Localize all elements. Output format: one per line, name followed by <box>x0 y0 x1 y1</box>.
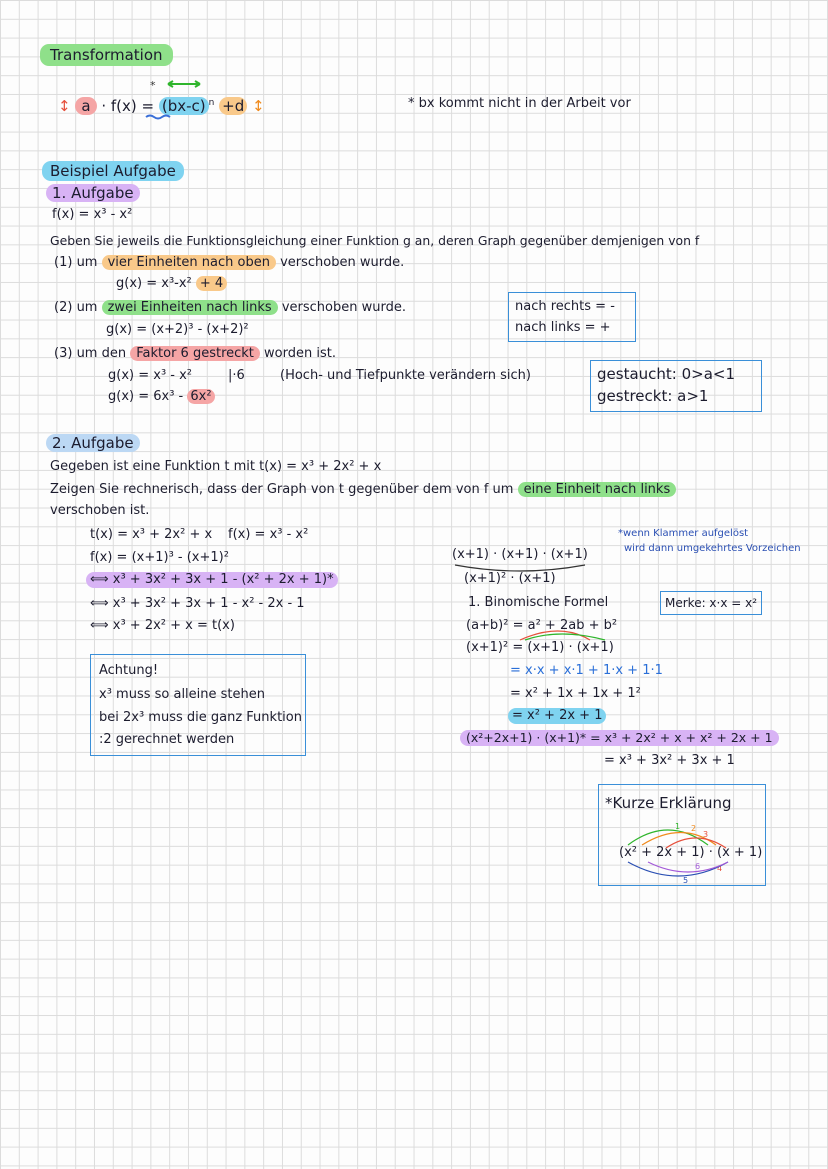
example-heading: Beispiel Aufgabe <box>42 161 184 181</box>
task1-part3: (3) um den Faktor 6 gestreckt worden ist. <box>54 346 336 361</box>
task1-prompt: Geben Sie jeweils die Funktionsgleichung einer Funktion g an, deren Graph gegenüber demjenigen von f <box>50 233 700 248</box>
transform-note: * bx kommt nicht in der Arbeit vor <box>408 96 631 111</box>
brace-arc <box>455 565 585 571</box>
term-fx: f(x) = <box>110 97 155 115</box>
right-line3: 1. Binomische Formel <box>468 595 609 610</box>
task1-part1: (1) um vier Einheiten nach oben verschoben wurde. <box>54 255 405 270</box>
shift-rule-box: nach rechts = - nach links = + <box>508 292 636 342</box>
task1-function: f(x) = x³ - x² <box>52 207 133 222</box>
task1-part3-note: (Hoch- und Tiefpunkte verändern sich) <box>280 368 531 383</box>
vertical-arrow-icon: ↕ <box>252 97 265 115</box>
right-line6: = x·x + x·1 + 1·x + 1·1 <box>510 663 663 678</box>
kurz-num: 3 <box>703 830 709 839</box>
kurz-arc <box>648 862 728 872</box>
task1-part3-mult: |·6 <box>228 368 245 383</box>
term-bracket: (bx-c) <box>159 97 209 115</box>
task2-line5: ⟺ x³ + 2x² + x = t(x) <box>90 618 235 633</box>
multiply-arc <box>525 634 605 640</box>
kurz-arc <box>666 838 726 848</box>
task1-label: 1. Aufgabe <box>46 184 140 202</box>
kurz-num: 6 <box>695 862 701 871</box>
kurz-num: 5 <box>683 876 689 885</box>
right-line5: (x+1)² = (x+1) · (x+1) <box>466 640 614 655</box>
task2-show-end: verschoben ist. <box>50 503 150 518</box>
right-line7: = x² + 1x + 1x + 1² <box>510 686 641 701</box>
star-note-1: *wenn Klammer aufgelöst <box>618 528 749 539</box>
star-note-2: wird dann umgekehrtes Vorzeichen <box>624 543 801 554</box>
right-line1: (x+1) · (x+1) · (x+1) <box>452 547 588 562</box>
task2-given: Gegeben ist eine Funktion t mit t(x) = x³ + 2x² + x <box>50 459 382 474</box>
task2-show: Zeigen Sie rechnerisch, dass der Graph von t gegenüber dem von f um eine Einheit nach links <box>50 482 676 498</box>
task1-part3-eq2: g(x) = 6x³ - 6x² <box>108 389 215 405</box>
vertical-arrow-icon: ↕ <box>58 97 71 115</box>
task2-line1b: f(x) = x³ - x² <box>228 527 309 542</box>
page-title: Transformation <box>40 44 173 66</box>
right-line10: = x³ + 3x² + 3x + 1 <box>604 753 735 768</box>
right-line2: (x+1)² · (x+1) <box>464 571 556 586</box>
task1-part2-eq: g(x) = (x+2)³ - (x+2)² <box>106 322 249 337</box>
kurz-num: 1 <box>675 822 681 831</box>
stretch-rule-box: gestaucht: 0>a<1 gestreckt: a>1 <box>590 360 762 412</box>
task2-line2: f(x) = (x+1)³ - (x+1)² <box>90 550 229 565</box>
task1-part3-eq1: g(x) = x³ - x² <box>108 368 193 383</box>
term-exp: n <box>208 98 215 108</box>
right-line4: (a+b)² = a² + 2ab + b² <box>466 618 618 633</box>
task1-part2: (2) um zwei Einheiten nach links verschoben wurde. <box>54 300 406 315</box>
right-line8: = x² + 2x + 1 <box>508 708 606 724</box>
term-d: +d <box>219 97 247 115</box>
merke-box: Merke: x·x = x² <box>660 591 762 615</box>
attention-box: Achtung! x³ muss so alleine stehen bei 2x³ muss die ganz Funktion :2 gerechnet werden <box>90 654 306 756</box>
star-icon: * <box>150 79 156 92</box>
kurz-arc <box>628 862 728 876</box>
task2-line4: ⟺ x³ + 3x² + 3x + 1 - x² - 2x - 1 <box>90 596 305 611</box>
task1-part1-eq: g(x) = x³-x² + 4 <box>116 276 227 292</box>
kurz-num: 2 <box>691 824 697 833</box>
task2-label: 2. Aufgabe <box>46 434 140 452</box>
right-line9: (x²+2x+1) · (x+1)* = x³ + 2x² + x + x² + 2x + 1 <box>460 730 779 746</box>
task2-line1a: t(x) = x³ + 2x² + x <box>90 527 213 542</box>
task2-line3: ⟺ x³ + 3x² + 3x + 1 - (x² + 2x + 1)* <box>86 572 338 588</box>
kurz-box: *Kurze Erklärung (x² + 2x + 1) · (x + 1) 1 2 3 4 5 6 <box>598 784 766 886</box>
term-dot: · <box>101 97 107 115</box>
kurz-num: 4 <box>717 864 723 873</box>
term-a: a <box>75 97 96 115</box>
